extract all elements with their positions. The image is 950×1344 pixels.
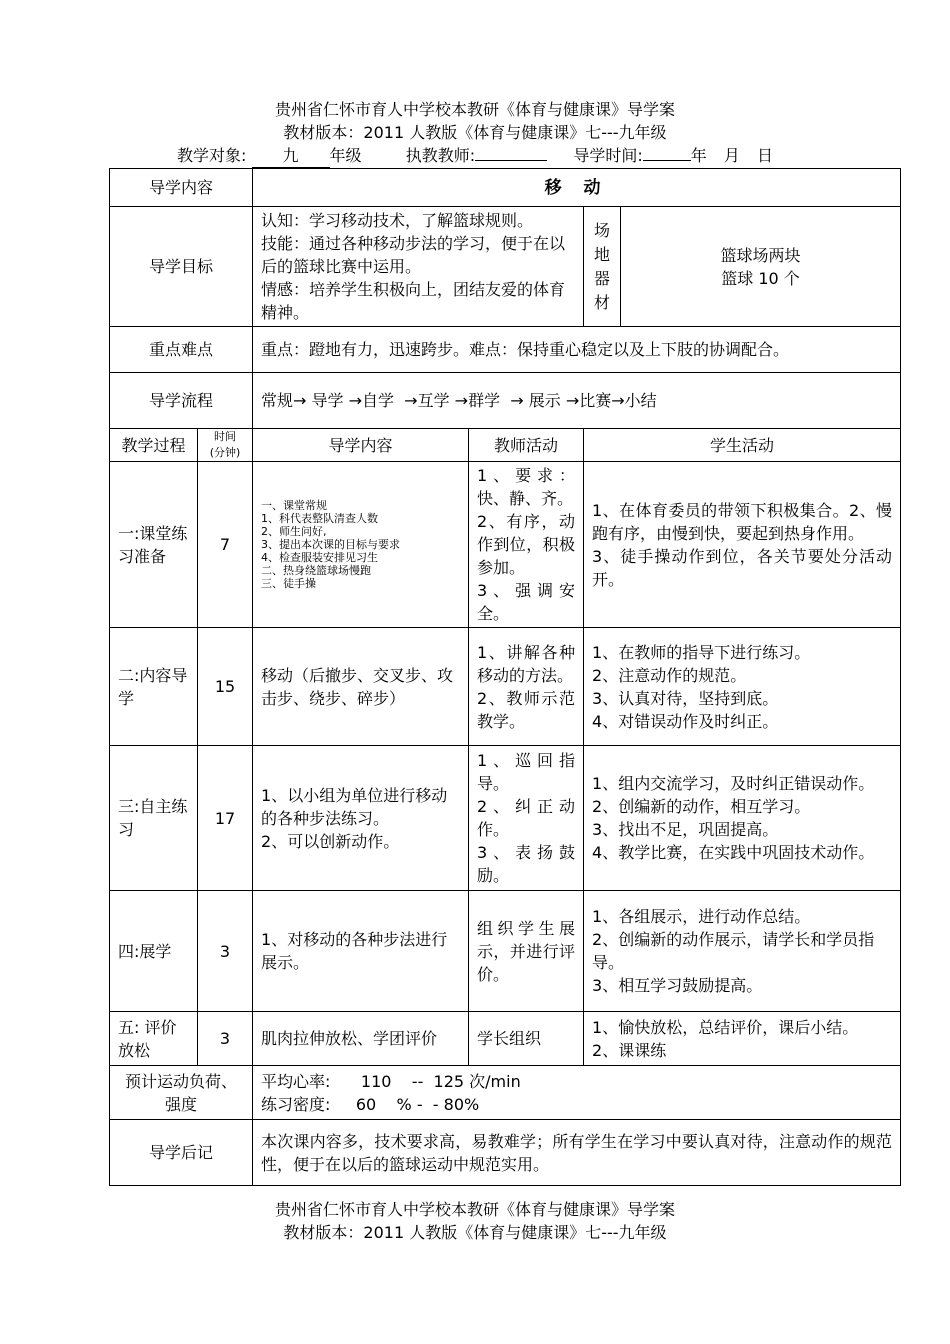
venue-label: 场地器材 xyxy=(584,207,621,327)
goals-row xyxy=(110,207,901,327)
target-label: 教学对象: xyxy=(177,146,247,165)
time-label: 导学时间: xyxy=(573,146,643,165)
stage-cell: 三:自主练习 xyxy=(110,746,198,891)
reflect-value: 本次课内容多，技术要求高，易教难学；所有学生在学习中要认真对待，注意动作的规范性，便于在以后的篮球运动中规范实用。 xyxy=(253,1120,901,1186)
footer-title: 贵州省仁怀市育人中学校本教研《体育与健康课》导学案 xyxy=(274,1200,675,1219)
flow-value: 常规→ 导学 →自学 →互学 →群学 → 展示 →比赛→小结 xyxy=(253,373,901,429)
goal-emotion: 情感：培养学生积极向上，团结友爱的体育精神。 xyxy=(261,280,566,322)
col-process: 教学过程 xyxy=(110,429,198,462)
table-row xyxy=(110,891,901,1012)
reflect-row xyxy=(110,1120,901,1186)
content-cell: 1、以小组为单位进行移动的各种步法练习。 2、可以创新动作。 xyxy=(253,746,469,891)
content-label: 导学内容 xyxy=(110,169,253,207)
minutes-cell: 15 xyxy=(198,628,253,746)
table-row xyxy=(110,462,901,628)
stage-cell: 二:内容导学 xyxy=(110,628,198,746)
time-value xyxy=(643,160,691,161)
footer-edition: 教材版本：2011 人教版《体育与健康课》七---九年级 xyxy=(283,1223,667,1242)
col-student: 学生活动 xyxy=(584,429,901,462)
goals-label: 导学目标 xyxy=(110,207,253,327)
reflect-label: 导学后记 xyxy=(110,1120,253,1186)
flow-row xyxy=(110,373,901,429)
student-cell: 1、愉快放松，总结评价，课后小结。 2、课课练 xyxy=(584,1012,901,1066)
time-day: 日 xyxy=(756,146,773,165)
minutes-cell: 17 xyxy=(198,746,253,891)
content-cell: 移动（后撤步、交叉步、攻击步、绕步、碎步） xyxy=(253,628,469,746)
goal-cognitive: 认知：学习移动技术，了解篮球规则。 xyxy=(261,211,534,230)
teacher-cell: 1、巡回指导。 2、纠正动作。 3、表扬鼓励。 xyxy=(469,746,584,891)
minutes-cell: 3 xyxy=(198,1012,253,1066)
col-teacher: 教师活动 xyxy=(469,429,584,462)
flow-label: 导学流程 xyxy=(110,373,253,429)
doc-meta-line xyxy=(0,145,950,168)
col-time: 时间 (分钟) xyxy=(198,429,253,462)
teacher-cell: 1、讲解各种移动的方法。 2、教师示范教学。 xyxy=(469,628,584,746)
minutes-cell: 7 xyxy=(198,462,253,628)
stage-cell: 一:课堂练习准备 xyxy=(110,462,198,628)
content-cell: 1、对移动的各种步法进行展示。 xyxy=(253,891,469,1012)
stage-cell: 四:展学 xyxy=(110,891,198,1012)
student-cell: 1、组内交流学习，及时纠正错误动作。 2、创编新的动作，相互学习。 3、找出不足，巩固提高。 4、教学比赛，在实践中巩固技术动作。 xyxy=(584,746,901,891)
target-suffix: 年级 xyxy=(329,146,362,165)
load-value: 平均心率: 110 -- 125 次/min 练习密度: 60 % - - 80% xyxy=(253,1066,901,1120)
content-cell: 一、课堂常规 1、科代表整队清查人数 2、师生问好, 3、提出本次课的目标与要求 4、检查服装安排见习生 二、热身绕篮球场慢跑 三、徒手操 xyxy=(253,462,469,628)
column-header-row xyxy=(110,429,901,462)
goals-content xyxy=(253,207,584,327)
teacher-cell: 学长组织 xyxy=(469,1012,584,1066)
load-label: 预计运动负荷、强度 xyxy=(110,1066,253,1120)
table-row xyxy=(110,628,901,746)
lesson-plan-table xyxy=(109,168,901,1186)
table-row xyxy=(110,1012,901,1066)
teacher-label: 执教教师: xyxy=(405,146,476,165)
key-row xyxy=(110,327,901,373)
student-cell: 1、各组展示，进行动作总结。 2、创编新的动作展示，请学长和学员指导。 3、相互学习鼓励提高。 xyxy=(584,891,901,1012)
stage-cell: 五: 评价放松 xyxy=(110,1012,198,1066)
key-label: 重点难点 xyxy=(110,327,253,373)
col-content: 导学内容 xyxy=(253,429,469,462)
target-value: 九 xyxy=(252,145,330,168)
doc-edition: 教材版本：2011 人教版《体育与健康课》七---九年级 xyxy=(283,123,667,142)
student-cell: 1、在教师的指导下进行练习。 2、注意动作的规范。 3、认真对待，坚持到底。 4、对错误动作及时纠正。 xyxy=(584,628,901,746)
venue-value: 篮球场两块 篮球 10 个 xyxy=(621,207,901,327)
teacher-cell: 1、要求：快、静、齐。 2、有序，动作到位，积极参加。 3、强调安全。 xyxy=(469,462,584,628)
content-value: 移 动 xyxy=(253,169,901,207)
time-month: 月 xyxy=(723,146,740,165)
content-row xyxy=(110,169,901,207)
doc-title: 贵州省仁怀市育人中学校本教研《体育与健康课》导学案 xyxy=(274,100,675,119)
table-row xyxy=(110,746,901,891)
goal-skill: 技能：通过各种移动步法的学习，便于在以后的篮球比赛中运用。 xyxy=(261,234,566,276)
load-row xyxy=(110,1066,901,1120)
student-cell: 1、在体育委员的带领下积极集合。2、慢跑有序，由慢到快，要起到热身作用。 3、徒手操动作到位，各关节要处分活动开。 xyxy=(584,462,901,628)
time-year: 年 xyxy=(690,146,707,165)
teacher-cell: 组织学生展示，并进行评价。 xyxy=(469,891,584,1012)
teacher-value xyxy=(475,160,547,161)
key-value: 重点：蹬地有力，迅速跨步。难点：保持重心稳定以及上下肢的协调配合。 xyxy=(253,327,901,373)
minutes-cell: 3 xyxy=(198,891,253,1012)
content-cell: 肌肉拉伸放松、学团评价 xyxy=(253,1012,469,1066)
